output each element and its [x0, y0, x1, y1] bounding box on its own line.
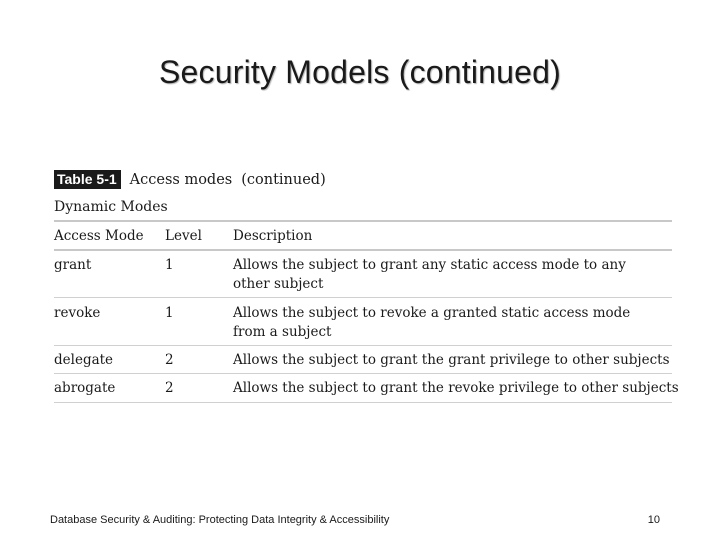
- table-rule-top: [54, 220, 672, 222]
- row-mode: abrogate: [54, 380, 116, 396]
- table-caption: [54, 170, 326, 189]
- row-level: 2: [165, 352, 174, 368]
- footer-course-title: Database Security & Auditing: Protecting Data Integrity & Accessibility: [50, 514, 390, 526]
- row-description: Allows the subject to grant the revoke privilege to other subjects: [233, 380, 679, 396]
- table-rule-bottom: [54, 402, 672, 403]
- table-caption-text: Access modes: [129, 171, 233, 188]
- row-level: 1: [165, 305, 174, 321]
- row-divider: [54, 345, 672, 346]
- column-header-mode: Access Mode: [54, 228, 144, 244]
- row-description: Allows the subject to grant the grant privilege to other subjects: [233, 352, 670, 368]
- row-divider: [54, 373, 672, 374]
- row-level: 2: [165, 380, 174, 396]
- table-number-badge: Table 5-1: [54, 170, 121, 189]
- section-heading: Dynamic Modes: [54, 199, 168, 215]
- row-mode: grant: [54, 257, 92, 273]
- column-header-description: Description: [233, 228, 313, 244]
- table-rule-header: [54, 249, 672, 251]
- page-number: 10: [647, 514, 660, 526]
- slide-title: Security Models (continued): [158, 54, 562, 90]
- column-header-level: Level: [165, 228, 202, 244]
- row-level: 1: [165, 257, 174, 273]
- row-description: Allows the subject to revoke a granted static access mode from a subject: [233, 305, 631, 340]
- row-description: Allows the subject to grant any static access mode to any other subject: [233, 257, 626, 292]
- row-mode: revoke: [54, 305, 101, 321]
- row-divider: [54, 297, 672, 298]
- row-mode: delegate: [54, 352, 114, 368]
- table-caption-suffix: (continued): [241, 171, 326, 188]
